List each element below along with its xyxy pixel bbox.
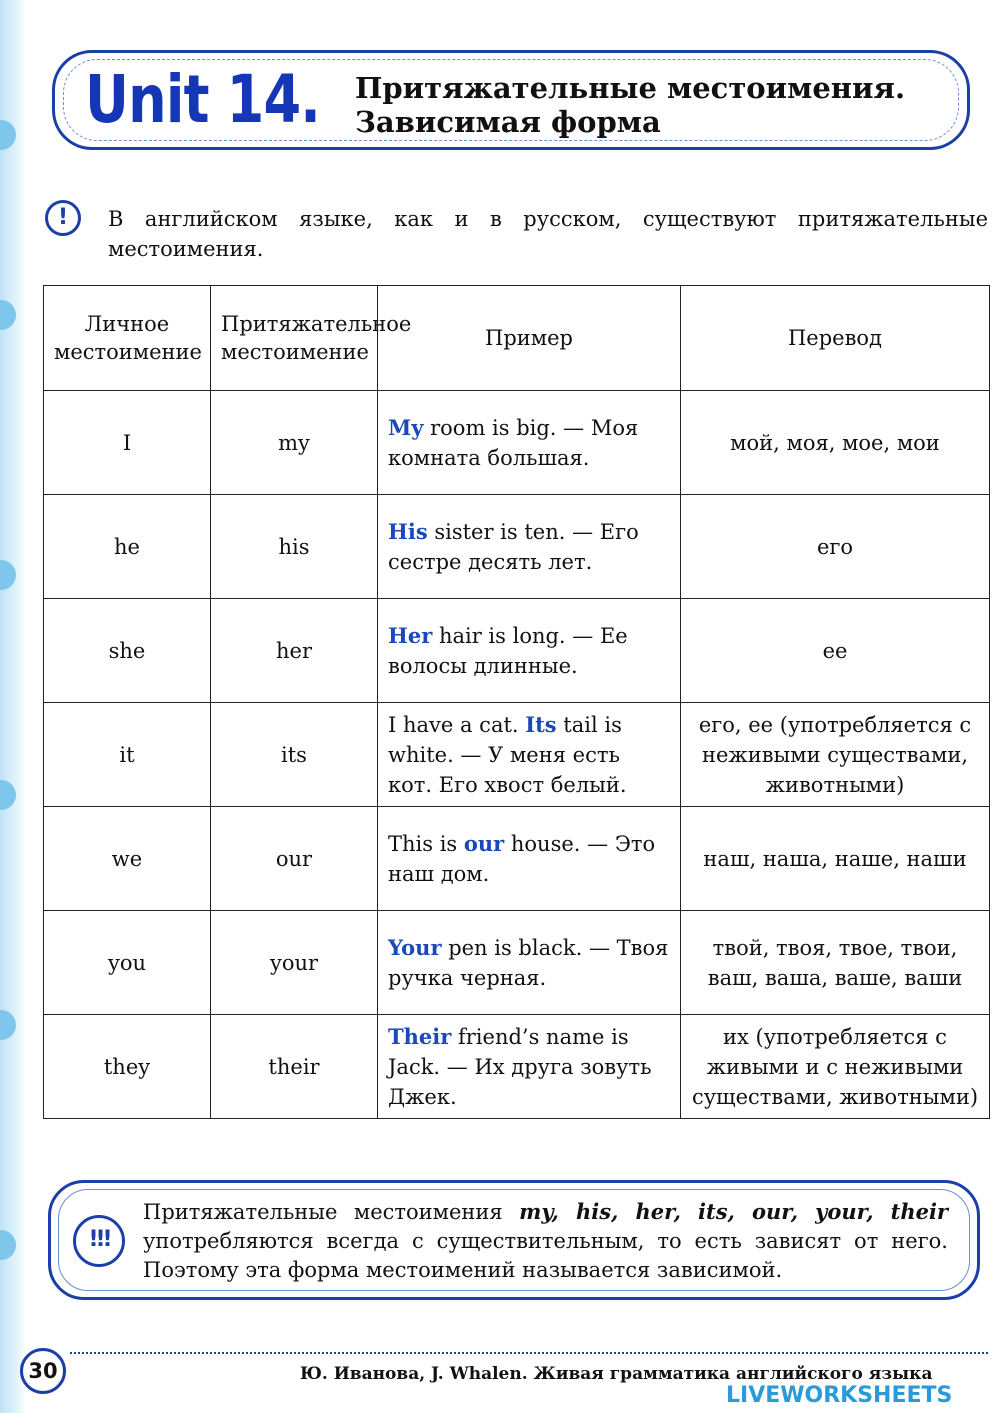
translation: его, ее (употребляется с неживыми существами, животными) [681, 703, 990, 807]
table-row [44, 703, 990, 807]
personal-pronoun: she [44, 599, 211, 703]
example-keyword: Its [525, 711, 557, 737]
header-translation: Перевод [681, 286, 990, 391]
example-keyword: Their [388, 1023, 452, 1049]
possessive-pronoun: its [211, 703, 378, 807]
personal-pronoun: they [44, 1015, 211, 1119]
table-row [44, 495, 990, 599]
side-decoration [0, 0, 26, 1413]
table-header-row [44, 286, 990, 391]
possessive-pronoun: my [211, 391, 378, 495]
possessive-pronoun: his [211, 495, 378, 599]
table-row [44, 1015, 990, 1119]
translation: твой, твоя, твое, твои, ваш, ваша, ваше, ваши [681, 911, 990, 1015]
unit-label: Unit 14. [85, 61, 321, 138]
example-keyword: My [388, 414, 424, 440]
translation: мой, моя, мое, мои [681, 391, 990, 495]
title-line-2: Зависимая форма [355, 105, 661, 139]
book-citation: Ю. Иванова, J. Whalen. Живая грамматика английского языка [300, 1364, 933, 1384]
footer-divider [70, 1352, 988, 1354]
possessive-pronoun: her [211, 599, 378, 703]
personal-pronoun: we [44, 807, 211, 911]
personal-pronoun: I [44, 391, 211, 495]
title-line-1: Притяжательные местоимения. [355, 71, 906, 105]
table-row [44, 807, 990, 911]
rule-box [48, 1180, 980, 1300]
possessive-pronoun: their [211, 1015, 378, 1119]
page-number: 30 [20, 1348, 66, 1394]
table-row [44, 599, 990, 703]
translation: их (употребляется с живыми и с неживыми существами, животными) [681, 1015, 990, 1119]
title-banner [52, 50, 970, 150]
example: This is our house. — Это наш дом. [378, 807, 681, 911]
example: Her hair is long. — Ее волосы длинные. [378, 599, 681, 703]
translation: наш, наша, наше, наши [681, 807, 990, 911]
example: My room is big. — Моя комната большая. [378, 391, 681, 495]
decor-dot [0, 1010, 16, 1040]
decor-dot [0, 120, 16, 150]
intro-note: В английском языке, как и в русском, существуют притяжательные местоимения. [108, 207, 988, 261]
header-example: Пример [378, 286, 681, 391]
example: Your pen is black. — Твоя ручка черная. [378, 911, 681, 1015]
header-personal: Личное местоимение [44, 286, 211, 391]
exclamation-icon: ! [45, 200, 81, 236]
example: Their friend’s name is Jack. — Их друга зовуть Джек. [378, 1015, 681, 1119]
possessive-pronoun: your [211, 911, 378, 1015]
example-keyword: Your [388, 934, 442, 960]
translation: ее [681, 599, 990, 703]
pronoun-list: my, his, her, its, our, your, their [519, 1199, 948, 1224]
personal-pronoun: he [44, 495, 211, 599]
decor-dot [0, 560, 16, 590]
table-row [44, 391, 990, 495]
pronoun-table [43, 285, 990, 1119]
possessive-pronoun: our [211, 807, 378, 911]
rule-text: Притяжательные местоимения my, his, her, its, our, your, their употребляются всегда с существительным, то есть зависят от него. Поэтому эта форма местоимений называется зависимой. [143, 1199, 948, 1282]
example-keyword: our [463, 830, 505, 856]
header-possessive: Притяжательное местоимение [211, 286, 378, 391]
decor-dot [0, 780, 16, 810]
translation: его [681, 495, 990, 599]
page-title [355, 71, 905, 139]
example: His sister is ten. — Его сестре десять лет. [378, 495, 681, 599]
personal-pronoun: you [44, 911, 211, 1015]
decor-dot [0, 300, 16, 330]
example: I have a cat. Its tail is white. — У меня есть кот. Его хвост белый. [378, 703, 681, 807]
example-keyword: His [388, 518, 428, 544]
personal-pronoun: it [44, 703, 211, 807]
triple-exclamation-icon: !!! [73, 1215, 125, 1267]
watermark-logo: LIVEWORKSHEETS [726, 1383, 953, 1408]
table-row [44, 911, 990, 1015]
example-keyword: Her [388, 622, 433, 648]
decor-dot [0, 1230, 16, 1260]
